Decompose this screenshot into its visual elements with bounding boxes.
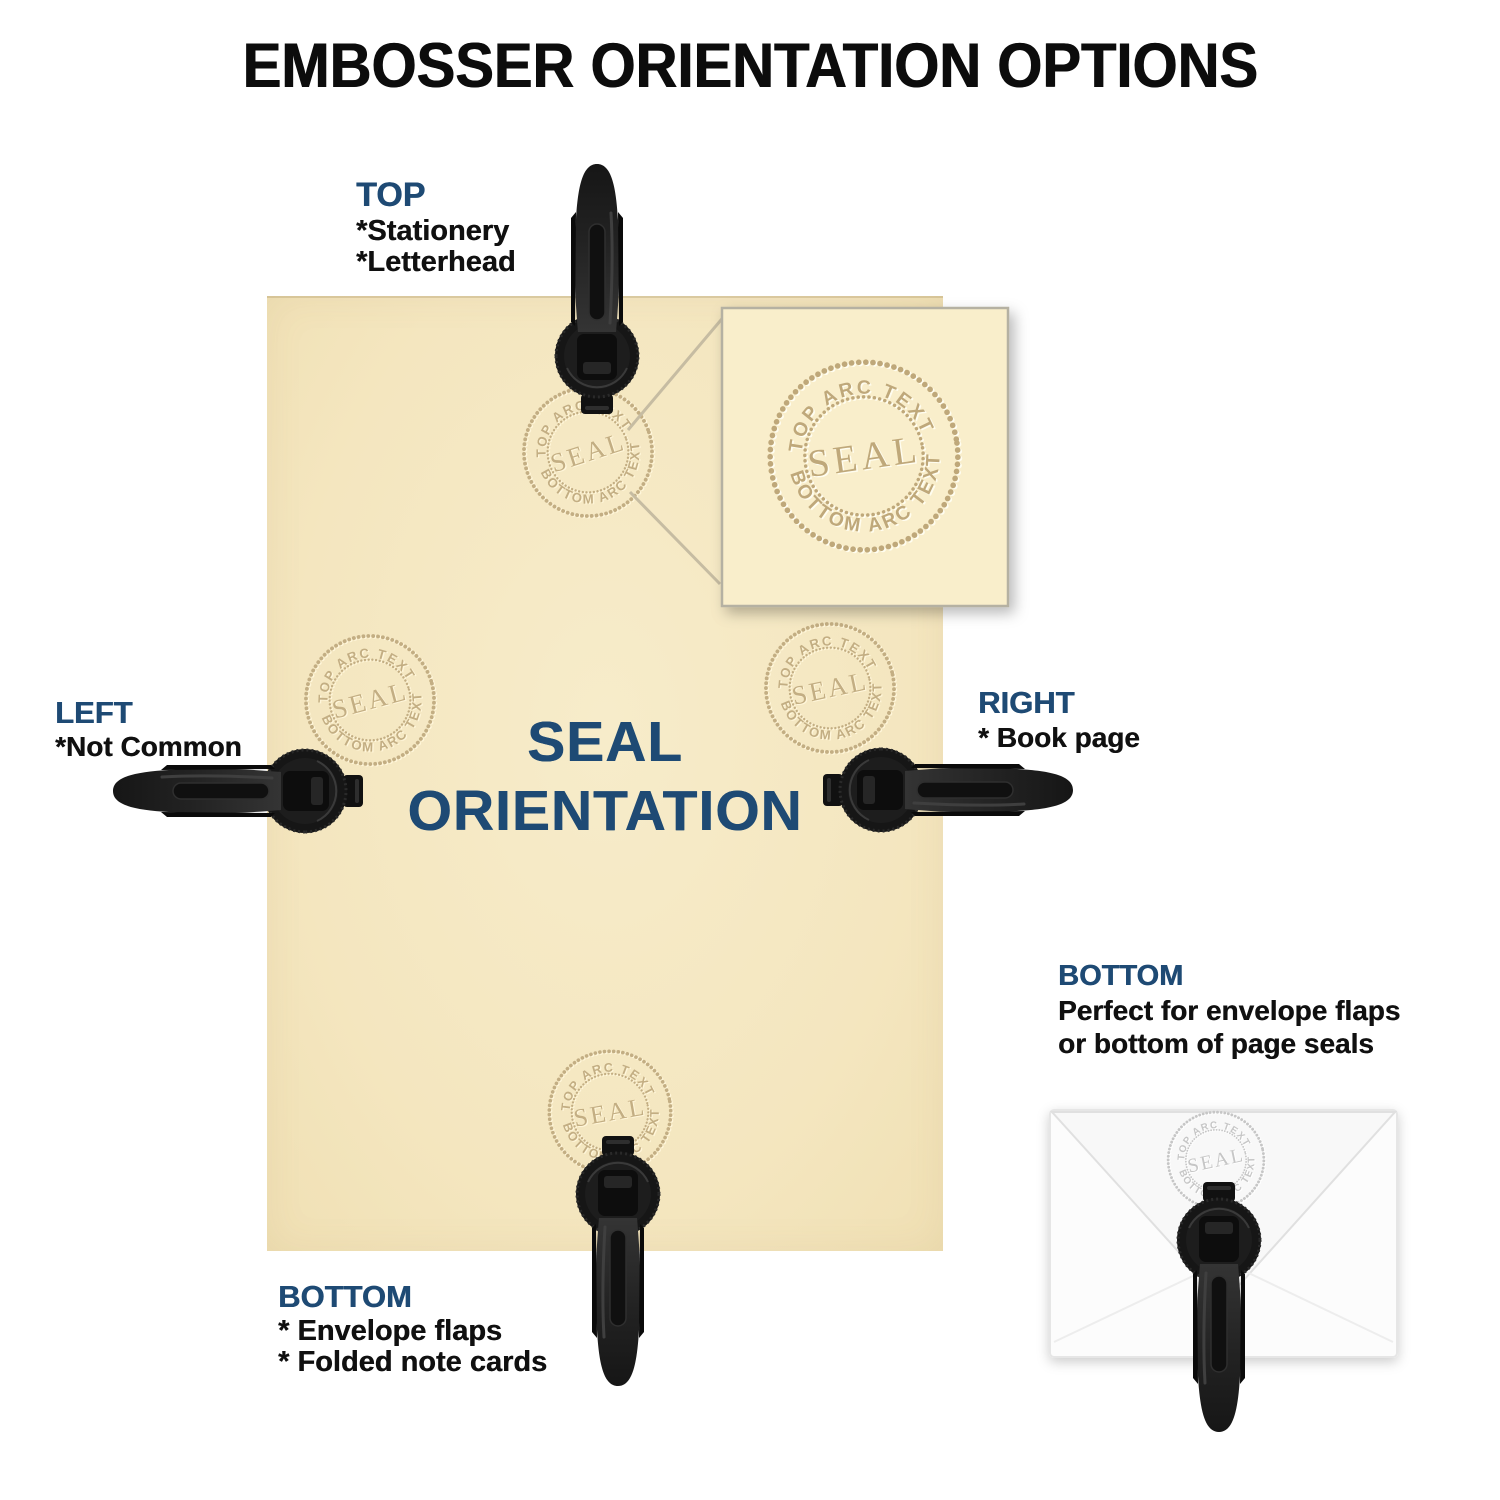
seal-orientation-line1: SEAL xyxy=(526,710,684,774)
label-bottom-left-line: * Envelope flaps xyxy=(278,1315,503,1347)
embosser-right xyxy=(823,748,1073,832)
diagram-graphics: TOP ARC TEXT BOTTOM ARC TEXT SEAL xyxy=(0,0,1500,1500)
label-right xyxy=(978,684,1140,754)
label-bottom-right-line: Perfect for envelope flaps xyxy=(1058,995,1401,1026)
label-bottom-left xyxy=(278,1278,547,1378)
label-top-line: *Letterhead xyxy=(356,246,516,278)
label-left-heading: LEFT xyxy=(55,695,133,730)
label-top-line: *Stationery xyxy=(356,215,510,247)
label-bottom-left-heading: BOTTOM xyxy=(278,1279,412,1314)
embosser-top xyxy=(555,164,639,414)
seal-impression-right xyxy=(754,612,907,765)
label-bottom-left-line: * Folded note cards xyxy=(278,1346,548,1378)
label-bottom-right-heading: BOTTOM xyxy=(1058,960,1184,992)
seal-orientation-line2: ORIENTATION xyxy=(407,779,803,843)
label-left xyxy=(55,694,242,762)
page-title: EMBOSSER ORIENTATION OPTIONS xyxy=(242,31,1258,101)
label-top-heading: TOP xyxy=(356,176,426,214)
inset-zoom-box xyxy=(722,308,1008,606)
label-bottom-right-line: or bottom of page seals xyxy=(1058,1028,1374,1059)
embosser-bottom xyxy=(576,1136,660,1386)
label-right-heading: RIGHT xyxy=(978,685,1075,720)
label-top xyxy=(356,174,516,278)
label-bottom-right xyxy=(1058,958,1400,1060)
label-right-line: * Book page xyxy=(978,722,1140,753)
label-left-line: *Not Common xyxy=(55,731,242,762)
